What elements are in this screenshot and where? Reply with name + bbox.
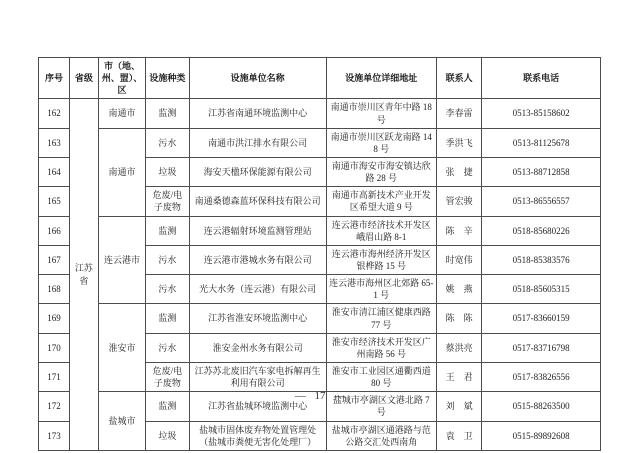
cell-no: 167	[39, 245, 70, 274]
cell-city: 淮安市	[98, 304, 145, 392]
cell-phone: 0518-85605315	[482, 275, 601, 304]
cell-type: 监测	[146, 304, 189, 333]
cell-name: 淮安金州水务有限公司	[189, 333, 326, 362]
cell-name: 南通桑德森蓝环保科技有限公司	[189, 187, 326, 216]
cell-city: 盐城市	[98, 392, 145, 451]
cell-name: 盐城市固体废弃物处置管理处（盐城市粪便无害化处理厂）	[189, 421, 326, 450]
table-header-row	[39, 58, 601, 99]
cell-type: 危废/电子废物	[146, 362, 189, 391]
cell-phone: 0513-85158602	[482, 99, 601, 128]
header-city: 市（地、州、盟）、区	[98, 58, 145, 99]
cell-type: 污水	[146, 275, 189, 304]
table-row	[39, 128, 601, 157]
cell-address: 淮安市工业园区通衢西道 80 号	[326, 362, 436, 391]
header-province: 省级	[69, 58, 98, 99]
cell-name: 南通市洪江排水有限公司	[189, 128, 326, 157]
cell-name: 江苏苏北废旧汽车家电拆解再生利用有限公司	[189, 362, 326, 391]
cell-type: 监测	[146, 216, 189, 245]
cell-contact: 管宏骏	[436, 187, 481, 216]
header-phone: 联系电话	[482, 58, 601, 99]
cell-name: 海安天楹环保能源有限公司	[189, 157, 326, 186]
cell-address: 连云港市海州区北郊路 65-1 号	[326, 275, 436, 304]
cell-name: 连云港市港城水务有限公司	[189, 245, 326, 274]
table-row	[39, 304, 601, 333]
cell-no: 164	[39, 157, 70, 186]
cell-name: 江苏省盐城环境监测中心	[189, 392, 326, 421]
cell-city: 南通市	[98, 99, 145, 128]
cell-city: 南通市	[98, 128, 145, 216]
cell-address: 淮安市经济技术开发区广州南路 56 号	[326, 333, 436, 362]
cell-phone: 0515-88263500	[482, 392, 601, 421]
cell-type: 监测	[146, 392, 189, 421]
cell-type: 垃圾	[146, 157, 189, 186]
cell-contact: 陈 陈	[436, 304, 481, 333]
cell-phone: 0517-83826556	[482, 362, 601, 391]
cell-type: 污水	[146, 333, 189, 362]
cell-name: 江苏省淮安环境监测中心	[189, 304, 326, 333]
cell-contact: 袁 卫	[436, 421, 481, 450]
cell-name: 连云港辐射环境监测管理站	[189, 216, 326, 245]
cell-contact: 王 君	[436, 362, 481, 391]
cell-phone: 0517-83716798	[482, 333, 601, 362]
cell-phone: 0513-86556557	[482, 187, 601, 216]
cell-no: 163	[39, 128, 70, 157]
cell-phone: 0518-85383576	[482, 245, 601, 274]
cell-name: 光大水务（连云港）有限公司	[189, 275, 326, 304]
cell-no: 170	[39, 333, 70, 362]
page-number: — 17 —	[294, 390, 346, 402]
cell-address: 连云港市经济技术开发区峨眉山路 8-1	[326, 216, 436, 245]
cell-contact: 时宽伟	[436, 245, 481, 274]
cell-no: 169	[39, 304, 70, 333]
cell-contact: 姚 燕	[436, 275, 481, 304]
cell-address: 南通市高新技术产业开发区希望大道 9 号	[326, 187, 436, 216]
cell-no: 171	[39, 362, 70, 391]
cell-address: 盐城市亭湖区通港路与范公路交汇处西南角	[326, 421, 436, 450]
table-row	[39, 99, 601, 128]
cell-phone: 0515-89892608	[482, 421, 601, 450]
header-no: 序号	[39, 58, 70, 99]
header-facility-name: 设施单位名称	[189, 58, 326, 99]
cell-type: 监测	[146, 99, 189, 128]
cell-no: 173	[39, 421, 70, 450]
cell-no: 162	[39, 99, 70, 128]
header-facility-type: 设施种类	[146, 58, 189, 99]
cell-address: 南通市海安市海安镇达欣路 28 号	[326, 157, 436, 186]
cell-no: 168	[39, 275, 70, 304]
cell-city: 连云港市	[98, 216, 145, 304]
cell-address: 连云港市海州经济开发区银桦路 15 号	[326, 245, 436, 274]
cell-contact: 季洪飞	[436, 128, 481, 157]
cell-phone: 0517-83660159	[482, 304, 601, 333]
cell-phone: 0513-81125678	[482, 128, 601, 157]
cell-address: 淮安市清江浦区健康西路 77 号	[326, 304, 436, 333]
cell-name: 江苏省南通环境监测中心	[189, 99, 326, 128]
cell-contact: 陈 辛	[436, 216, 481, 245]
table-row	[39, 216, 601, 245]
cell-type: 垃圾	[146, 421, 189, 450]
cell-address: 南通市崇川区青年中路 18 号	[326, 99, 436, 128]
cell-type: 污水	[146, 245, 189, 274]
cell-phone: 0513-88712858	[482, 157, 601, 186]
cell-contact: 蔡洪亮	[436, 333, 481, 362]
cell-province: 江苏省	[69, 99, 98, 450]
header-facility-address: 设施单位详细地址	[326, 58, 436, 99]
cell-no: 165	[39, 187, 70, 216]
cell-address: 盐城市亭湖区文港北路 7 号	[326, 392, 436, 421]
cell-no: 172	[39, 392, 70, 421]
cell-type: 危废/电子废物	[146, 187, 189, 216]
cell-phone: 0518-85680226	[482, 216, 601, 245]
cell-contact: 李春雷	[436, 99, 481, 128]
cell-no: 166	[39, 216, 70, 245]
cell-address: 南通市崇川区跃龙南路 148 号	[326, 128, 436, 157]
header-contact: 联系人	[436, 58, 481, 99]
cell-contact: 刘 斌	[436, 392, 481, 421]
cell-contact: 张 捷	[436, 157, 481, 186]
cell-type: 污水	[146, 128, 189, 157]
